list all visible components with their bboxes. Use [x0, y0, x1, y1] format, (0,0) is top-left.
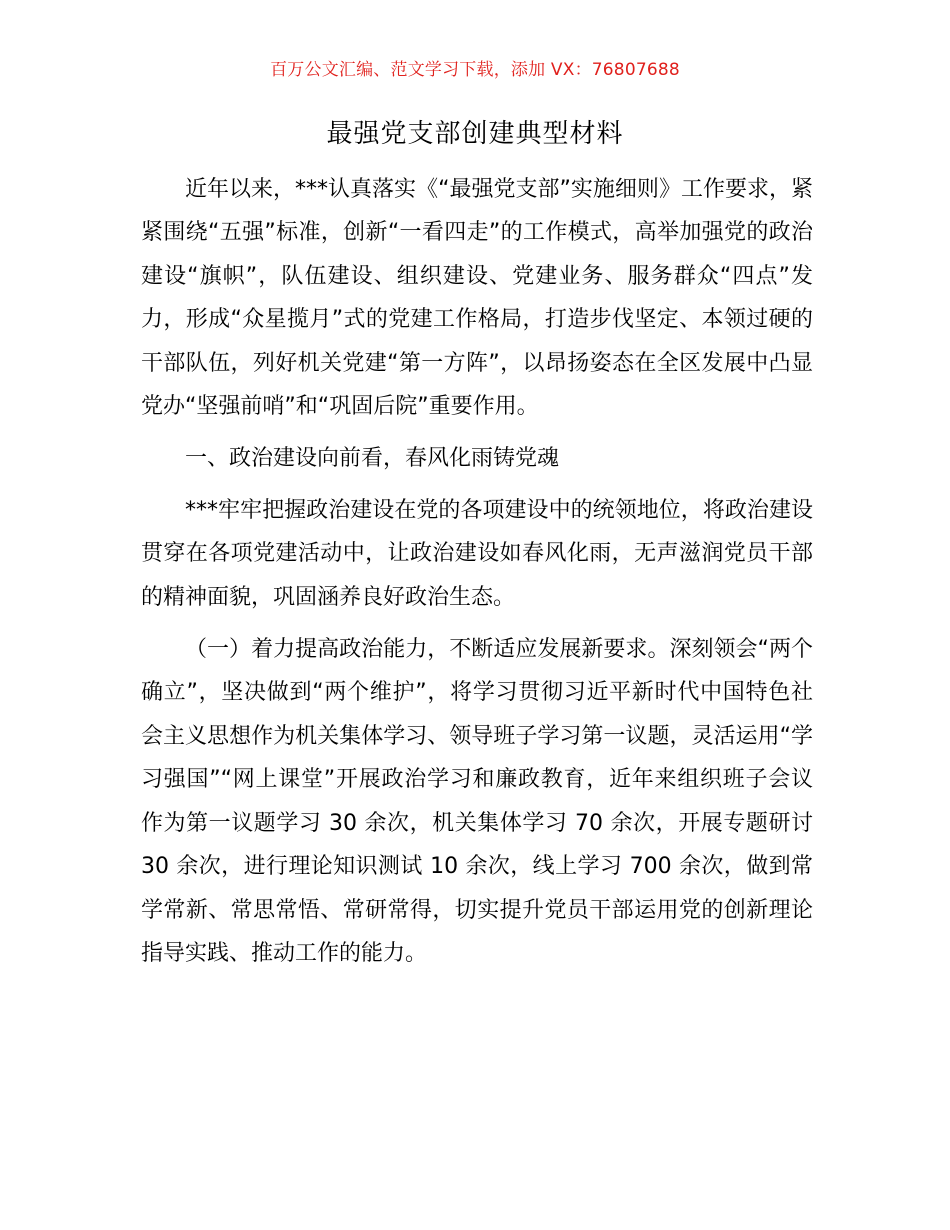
- document-title: 最强党支部创建典型材料: [326, 119, 624, 149]
- paragraph-political-capability: （一）着力提高政治能力，不断适应发展新要求。深刻领会“两个确立”，坚决做到“两个维护”，将学习贯彻习近平新时代中国特色社会主义思想作为机关集体学习、领导班子学习第一议题，灵活运用“学习强国”“网上课堂”开展政治学习和廉政教育，近年来组织班子会议作为第一议题学习 30 余次，机关集体学习 70 余次，开展专题研讨 30 余次，进行理论知识测试 10 余次，线上学习 700 余次，做到常学常新、常思常悟、常研常得，切实提升党员干部运用党的创新理论指导实践、推动工作的能力。: [141, 637, 813, 966]
- paragraph-political-building: ***牢牢把握政治建设在党的各项建设中的统领地位，将政治建设贯穿在各项党建活动中，让政治建设如春风化雨，无声滋润党员干部的精神面貌，巩固涵养良好政治生态。: [141, 497, 813, 610]
- document-body: [141, 168, 813, 984]
- section-heading-political-building: 一、政治建设向前看，春风化雨铸党魂: [185, 446, 560, 472]
- watermark-banner: 百万公文汇编、范文学习下载，添加 VX：76807688: [270, 60, 680, 80]
- paragraph-intro: 近年以来，***认真落实《“最强党支部”实施细则》工作要求，紧紧围绕“五强”标准，创新“一看四走”的工作模式，高举加强党的政治建设“旗帜”，队伍建设、组织建设、党建业务、服务群众“四点”发力，形成“众星揽月”式的党建工作格局，打造步伐坚定、本领过硬的干部队伍，列好机关党建“第一方阵”，以昂扬姿态在全区发展中凸显党办“坚强前哨”和“巩固后院”重要作用。: [141, 177, 813, 420]
